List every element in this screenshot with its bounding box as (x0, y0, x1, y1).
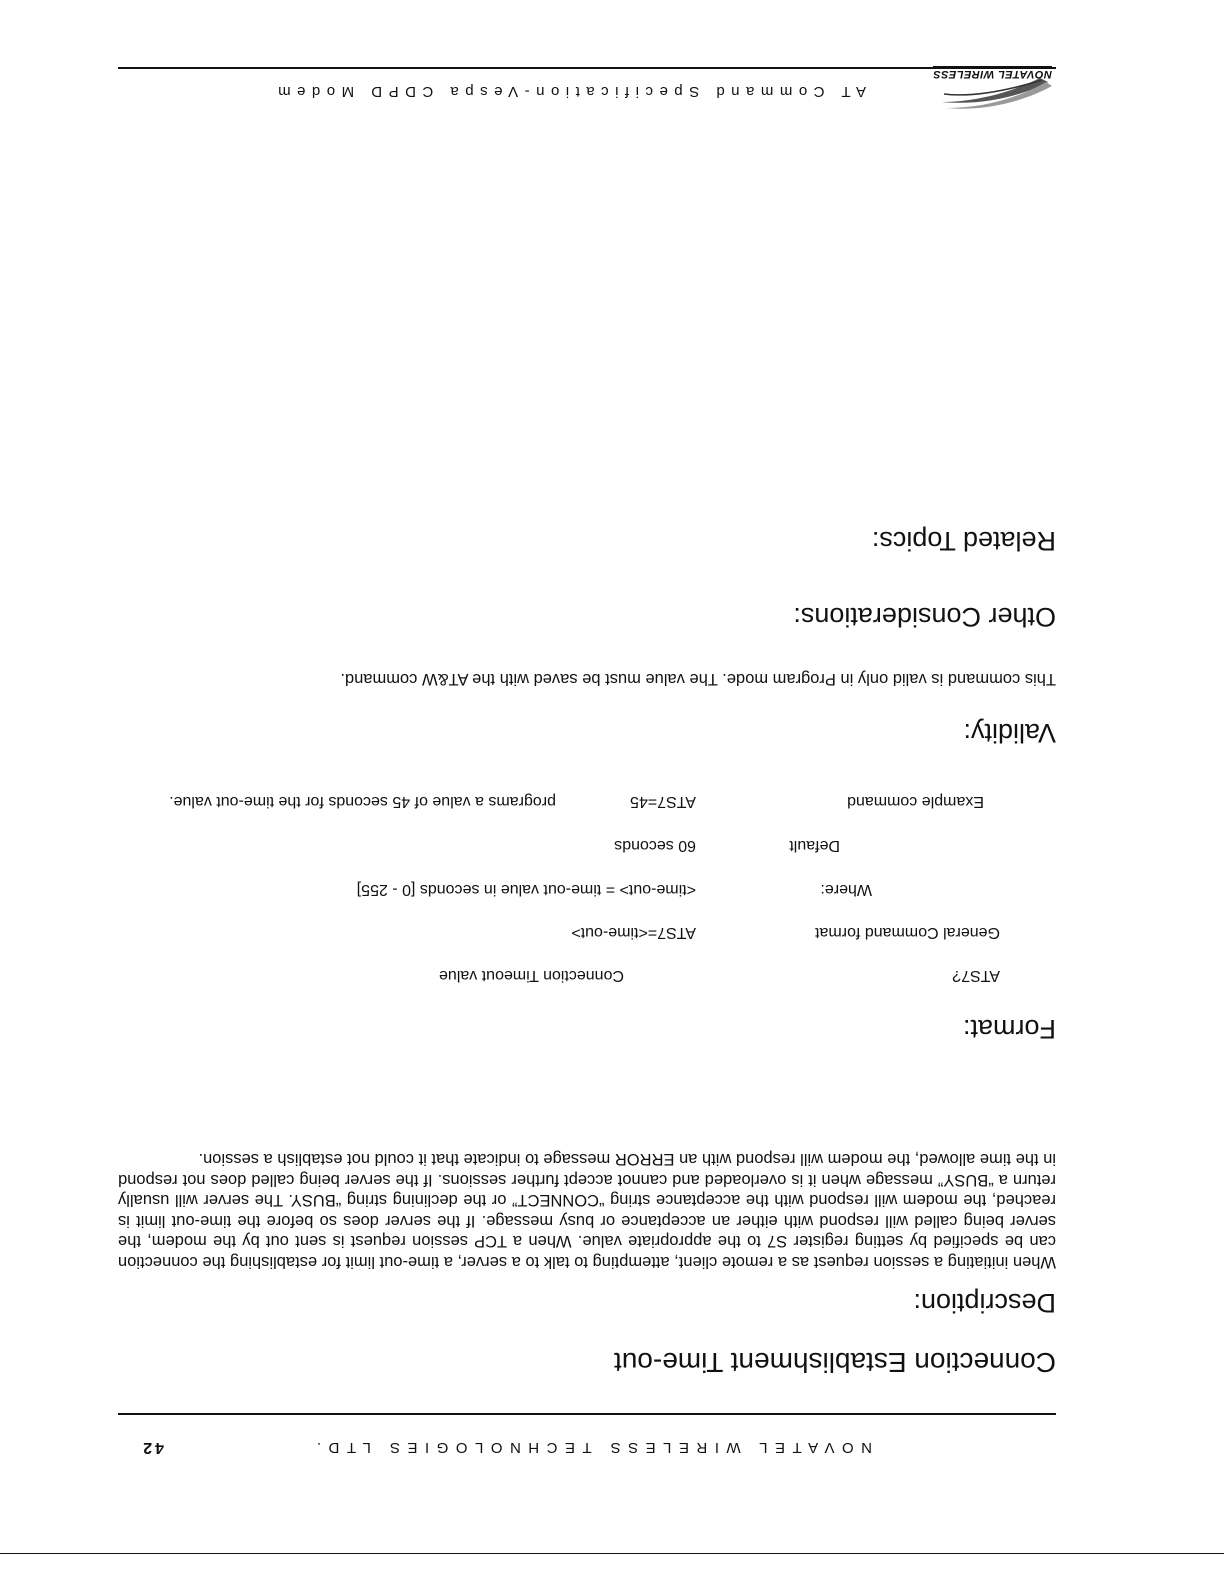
related-topics-heading: Related Topics: (871, 526, 1056, 556)
format-row-label: Example command (847, 793, 984, 810)
format-row-label: Where: (820, 881, 872, 898)
description-paragraph: When initiating a session request as a remote client, attempting to talk to a server, a time-out limit for establishing the connection can be specified by setting register S7 to the appropriate value. When a TCP session request is sent out by the modem, the server being called will respond with either an acceptance or busy message. If the server does so before the time-out limit is reached, the modem will respond with the acceptance string “CONNECT” or the declining string “BUSY. The server will usually return a “BUSY” message when it is overloaded and cannot accept further sessions. If the server being called does not respond in the time allowed, the modem will respond with an ERROR message to indicate that it could not establish a session. (118, 1150, 1056, 1271)
header-rule (118, 67, 1056, 69)
format-row-value: ATS7=45 (630, 793, 696, 810)
format-row-desc: programs a value of 45 seconds for the time-out value. (169, 793, 556, 810)
format-row-value: 60 seconds (614, 837, 696, 854)
other-considerations-heading: Other Considerations: (793, 602, 1056, 632)
format-row-desc: Connection Timeout value (439, 967, 624, 984)
running-title: AT Command Specification-Vespa CDPD Modem (271, 83, 866, 100)
page-title: Connection Establishment Time-out (614, 1347, 1056, 1378)
logo-text: NOVATEL WIRELESS (932, 68, 1052, 80)
company-logo (932, 66, 1056, 116)
format-row-value: <time-out> = time-out value in seconds [0 - 255] (356, 881, 696, 898)
validity-heading: Validity: (963, 718, 1056, 748)
validity-text: This command is valid only in Program mode. The value must be saved with the AT&W command. (340, 670, 1056, 688)
bottom-edge-rule (0, 1553, 1224, 1554)
format-heading: Format: (962, 1014, 1056, 1044)
format-row-value: ATS7=<time-out> (571, 924, 696, 941)
description-heading: Description: (913, 1288, 1056, 1318)
format-row-label: ATS7? (952, 967, 1000, 984)
format-row-label: General Command format (815, 924, 1000, 941)
footer-rule (118, 1413, 1056, 1415)
format-row-label: Default (789, 837, 840, 854)
footer-company: NOVATEL WIRELESS TECHNOLOGIES LTD. (309, 1439, 872, 1456)
page-number: 42 (140, 1439, 164, 1456)
